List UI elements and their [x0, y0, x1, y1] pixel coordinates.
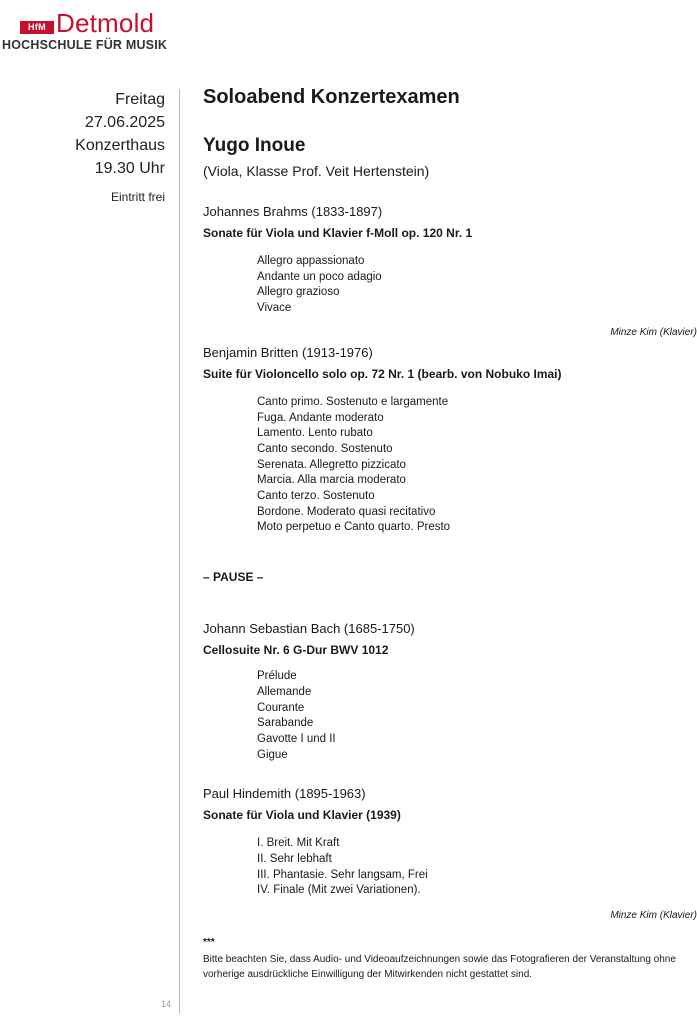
- event-venue: Konzerthaus: [75, 137, 165, 154]
- event-time: 19.30 Uhr: [94, 160, 165, 177]
- movement: Canto secondo. Sostenuto: [257, 442, 393, 455]
- composer: Johannes Brahms (1833-1897): [203, 204, 383, 219]
- movement: Allegro appassionato: [257, 255, 365, 267]
- movement: Lamento. Lento rubato: [257, 427, 373, 440]
- event-admission: Eintritt frei: [110, 190, 165, 204]
- movement-list: [257, 254, 697, 317]
- movement: Courante: [257, 701, 305, 714]
- pause-label: – PAUSE –: [203, 570, 264, 585]
- accompanist: Minze Kim (Klavier): [610, 910, 697, 922]
- movement-list: [257, 669, 697, 763]
- movement: Canto terzo. Sostenuto: [257, 490, 375, 503]
- program-content: [203, 84, 697, 982]
- work-britten: [203, 344, 697, 536]
- movement: II. Sehr lebhaft: [257, 853, 332, 866]
- work-title: Suite für Violoncello solo op. 72 Nr. 1 (bearb. von Nobuko Imai): [203, 366, 562, 381]
- movement: Canto primo. Sostenuto e largamente: [257, 395, 449, 408]
- event-day: Freitag: [115, 91, 165, 108]
- movement: Gavotte I und II: [257, 732, 336, 745]
- movement: Bordone. Moderato quasi recitativo: [257, 505, 436, 518]
- composer: Paul Hindemith (1895-1963): [203, 786, 366, 802]
- movement: I. Breit. Mit Kraft: [257, 837, 340, 850]
- work-brahms: [203, 203, 697, 340]
- movement: Andante un poco adagio: [257, 270, 382, 283]
- movement: Allegro grazioso: [257, 286, 340, 299]
- movement: Prélude: [257, 670, 297, 683]
- work-title: Sonate für Viola und Klavier (1939): [203, 808, 401, 823]
- work-hindemith: [203, 785, 697, 923]
- page-number: 14: [160, 999, 171, 1009]
- accompanist: Minze Kim (Klavier): [610, 326, 697, 338]
- movement: Marcia. Alla marcia moderato: [257, 474, 406, 487]
- work-title: Cellosuite Nr. 6 G-Dur BWV 1012: [203, 643, 389, 658]
- movement: III. Phantasie. Sehr langsam, Frei: [257, 868, 428, 881]
- movement: Allemande: [257, 685, 312, 698]
- performer-details: (Viola, Klasse Prof. Veit Hertenstein): [203, 163, 430, 179]
- composer: Benjamin Britten (1913-1976): [203, 344, 373, 360]
- movement: Vivace: [257, 302, 292, 315]
- movement-list: [257, 836, 697, 899]
- event-info: [0, 88, 165, 204]
- work-bach: [203, 620, 697, 763]
- movement: IV. Finale (Mit zwei Variationen).: [257, 884, 421, 897]
- separator-stars: ***: [203, 937, 215, 949]
- recording-notice: Bitte beachten Sie, dass Audio- und Videoaufzeichnungen sowie das Fotografieren der Veranstaltung ohne vorherige ausdrückliche Einwilligung der Mitwirkenden nicht gestattet sind.: [203, 954, 676, 981]
- event-date: 27.06.2025: [84, 114, 165, 131]
- performer-name: Yugo Inoue: [203, 135, 306, 156]
- logo-badge: HfM: [20, 21, 54, 34]
- movement: Sarabande: [257, 717, 314, 730]
- logo-subtitle: HOCHSCHULE FÜR MUSIK: [2, 38, 168, 52]
- movement: Gigue: [257, 748, 288, 761]
- logo-name: Detmold: [56, 8, 155, 38]
- movement: Serenata. Allegretto pizzicato: [257, 458, 406, 471]
- movement: Fuga. Andante moderato: [257, 411, 384, 424]
- composer: Johann Sebastian Bach (1685-1750): [203, 621, 415, 637]
- work-title: Sonate für Viola und Klavier f-Moll op. 120 Nr. 1: [203, 226, 473, 240]
- hfm-detmold-logo: [2, 8, 192, 54]
- divider-line: [179, 89, 180, 1014]
- movement-list: [257, 395, 697, 536]
- movement: Moto perpetuo e Canto quarto. Presto: [257, 521, 451, 534]
- page-title: Soloabend Konzertexamen: [203, 86, 460, 108]
